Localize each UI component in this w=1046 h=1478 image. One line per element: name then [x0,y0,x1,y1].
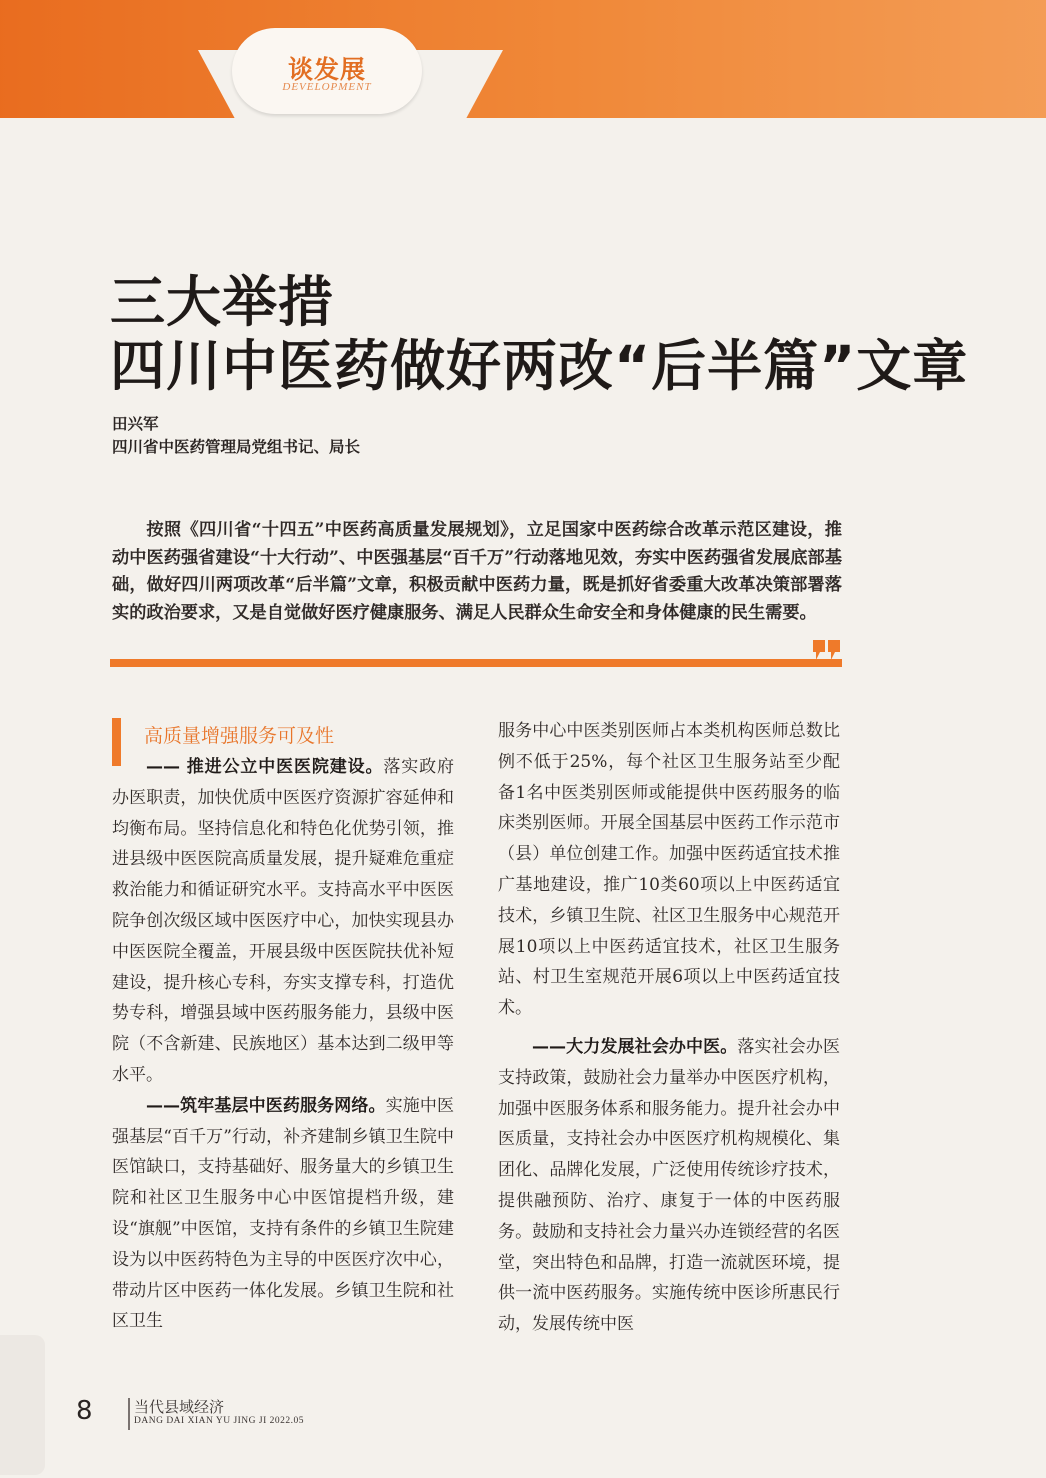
paragraph-public-hospitals [112,752,454,1091]
paragraph-lead-in: ——大力发展社会办中医。 [532,1036,738,1057]
magazine-issue: DANG DAI XIAN YU JING JI 2022.05 [134,1416,305,1426]
article-title-line-2: 四川中医药做好两改“后半篇”文章 [110,334,969,398]
paragraph-social-medicine [498,1032,840,1340]
paragraph-body: 落实政府办医职责，加快优质中医医疗资源扩容延伸和均衡布局。坚持信息化和特色化优势引领，推进县级中医医院高质量发展，提升疑难危重症救治能力和循证研究水平。支持高水平中医医院争创次级区域中医医疗中心，加快实现县办中医医院全覆盖，开展县级中医医院扶优补短建设，提升核心专科，夯实支撑专科，打造优势专科，增强县域中医药服务能力，县级中医院（不含新建、民族地区）基本达到二级甲等水平。 [112,757,455,1085]
paragraph-body: 落实社会办医支持政策，鼓励社会力量举办中医医疗机构，加强中医服务体系和服务能力。提升社会办中医质量，支持社会办中医医疗机构规模化、集团化、品牌化发展，广泛使用传统诊疗技术，提供融预防、治疗、康复于一体的中医药服务。鼓励和支持社会力量兴办连锁经营的名医堂，突出特色和品牌，打造一流就医环境，提供一流中医药服务。实施传统中医诊所惠民行动，发展传统中医 [498,1036,840,1335]
paragraph-lead-in: —— 推进公立中医医院建设。 [146,757,384,777]
quote-icon [812,639,842,661]
page-number: 8 [76,1396,93,1426]
section-heading: 高质量增强服务可及性 [144,725,335,747]
decorative-block [0,1360,40,1470]
left-column [112,722,454,1337]
paragraph-lead-in: ——筑牢基层中医药服务网络。 [146,1095,386,1116]
lead-paragraph: 按照《四川省“十四五”中医药高质量发展规划》，立足国家中医药综合改革示范区建设，推动中医药强省建设“十大行动”、中医强基层“百千万”行动落地见效，夯实中医药强省发展底部基础，做好四川两项改革“后半篇”文章，积极贡献中医药力量，既是抓好省委重大改革决策部署落实的政治要求，又是自觉做好医疗健康服务、满足人民群众生命安全和身体健康的民生需要。 [112,520,842,623]
footer-divider [128,1398,130,1430]
article-title-line-1: 三大举措 [110,270,335,334]
paragraph-grassroots-network [112,1091,454,1337]
lead-divider [110,659,842,667]
paragraph-continued: 服务中心中医类别医师占本类机构医师总数比例不低于25%，每个社区卫生服务站至少配备1名中医类别医师或能提供中医药服务的临床类别医师。开展全国基层中医药工作示范市（县）单位创建工作。加强中医药适宜技术推广基地建设，推广10类60项以上中医药适宜技术，乡镇卫生院、社区卫生服务中心规范开展10项以上中医药适宜技术，社区卫生服务站、村卫生室规范开展6项以上中医药适宜技术。 [498,721,840,1019]
section-tag-english: DEVELOPMENT [282,81,372,93]
author-position: 四川省中医药管理局党组书记、局长 [112,438,361,456]
header-band-shade [0,0,1046,118]
paragraph-body: 实施中医强基层“百千万”行动，补齐建制乡镇卫生院中医馆缺口，支持基础好、服务量大的乡镇卫生院和社区卫生服务中心中医馆提档升级，建设“旗舰”中医馆，支持有条件的乡镇卫生院建设为以中医药特色为主导的中医医疗次中心，带动片区中医药一体化发展。乡镇卫生院和社区卫生 [112,1095,454,1332]
right-column [498,716,840,1340]
magazine-name: 当代县域经济 [134,1398,225,1416]
section-tag: 谈发展 [287,55,366,84]
author-name: 田兴军 [112,415,159,433]
